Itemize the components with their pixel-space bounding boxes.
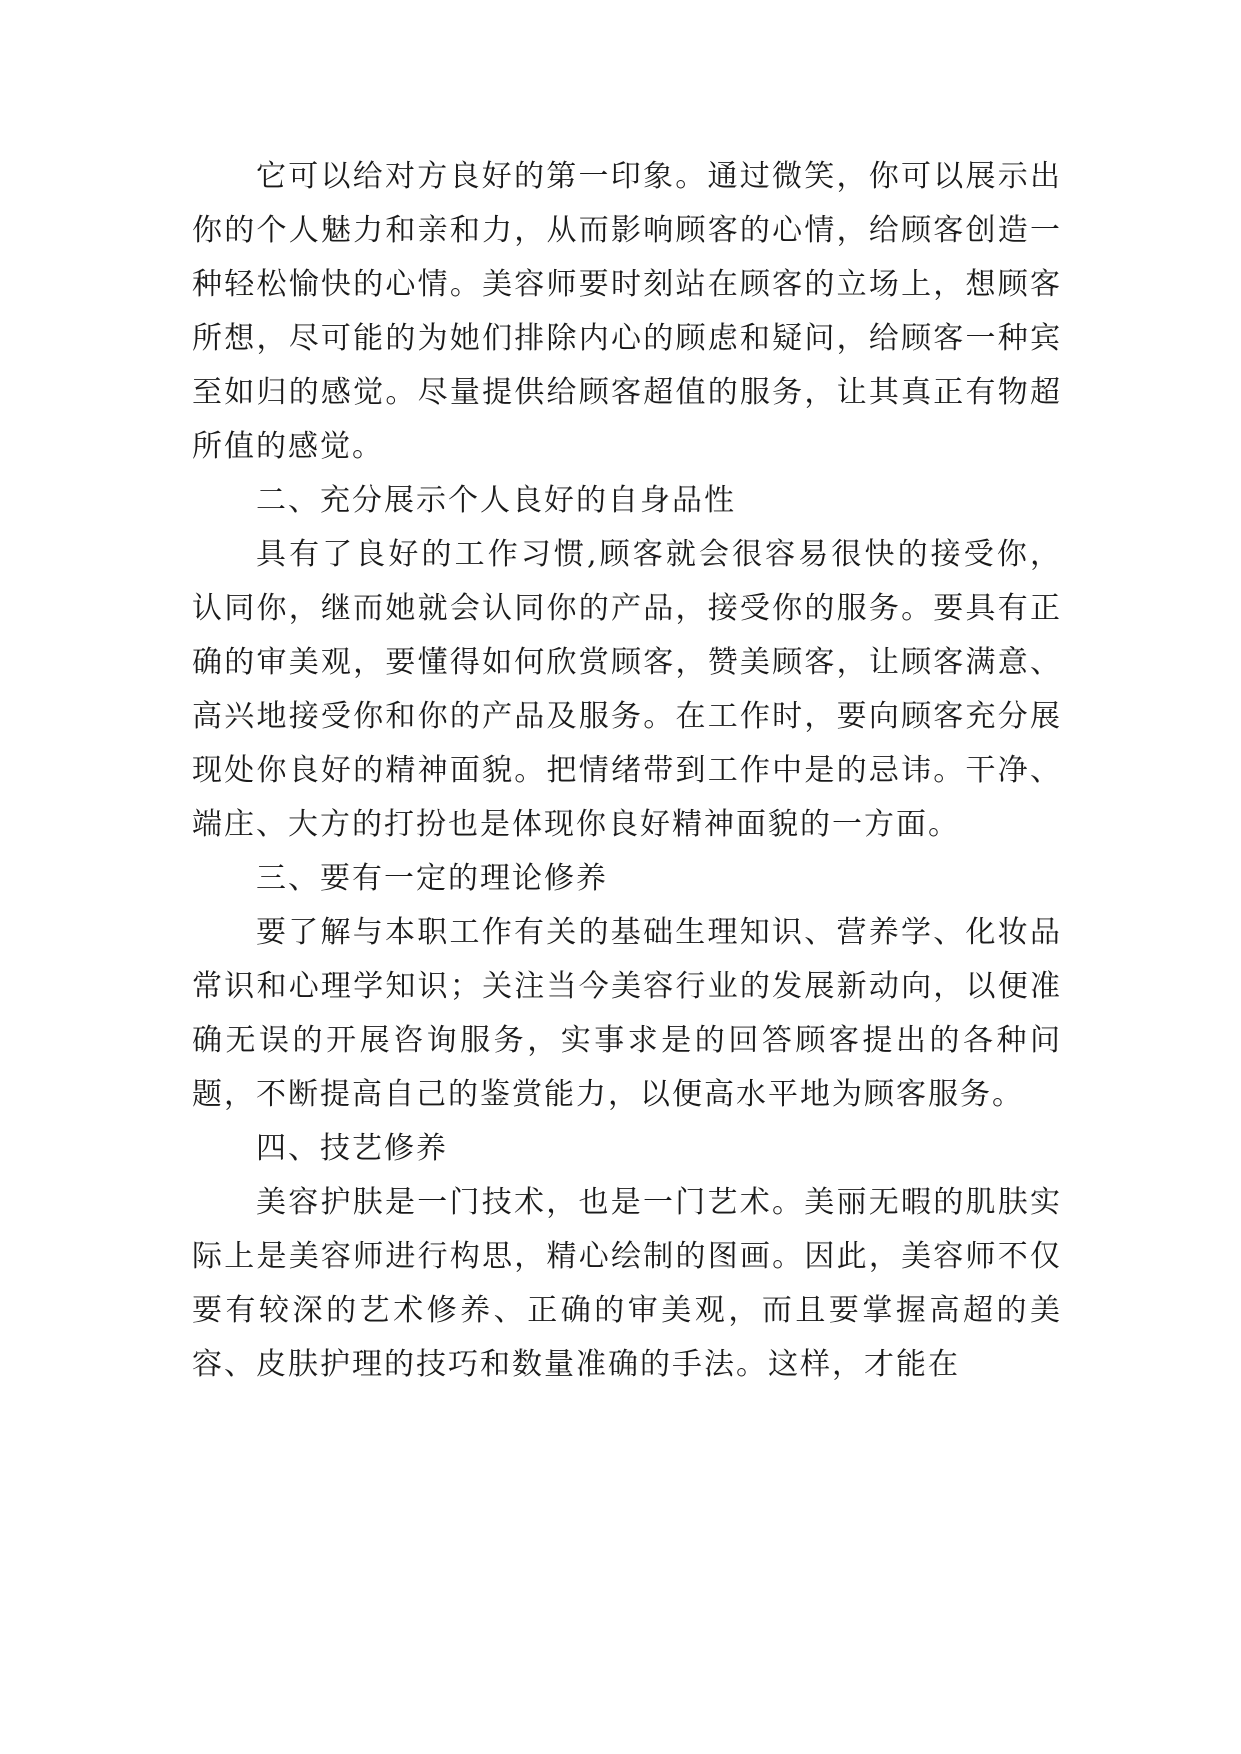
paragraph-3: 要了解与本职工作有关的基础生理知识、营养学、化妆品常识和心理学知识；关注当今美容行业的发展新动向，以便准确无误的开展咨询服务，实事求是的回答顾客提出的各种问题，不断提高自己的鉴赏能力，以便高水平地为顾客服务。 bbox=[192, 915, 1062, 1112]
document-body bbox=[192, 150, 1062, 1392]
paragraph-4: 美容护肤是一门技术，也是一门艺术。美丽无暇的肌肤实际上是美容师进行构思，精心绘制的图画。因此，美容师不仅要有较深的艺术修养、正确的审美观，而且要掌握高超的美容、皮肤护理的技巧和数量准确的手法。这样，才能在 bbox=[192, 1185, 1062, 1382]
section-heading-3: 三、要有一定的理论修养 bbox=[256, 861, 608, 896]
section-heading-2: 二、充分展示个人良好的自身品性 bbox=[256, 483, 736, 518]
paragraph-2: 具有了良好的工作习惯,顾客就会很容易很快的接受你，认同你，继而她就会认同你的产品，接受你的服务。要具有正确的审美观，要懂得如何欣赏顾客，赞美顾客，让顾客满意、高兴地接受你和你的产品及服务。在工作时，要向顾客充分展现处你良好的精神面貌。把情绪带到工作中是的忌讳。干净、端庄、大方的打扮也是体现你良好精神面貌的一方面。 bbox=[192, 537, 1062, 842]
section-heading-4: 四、技艺修养 bbox=[256, 1131, 448, 1166]
paragraph-1: 它可以给对方良好的第一印象。通过微笑，你可以展示出你的个人魅力和亲和力，从而影响顾客的心情，给顾客创造一种轻松愉快的心情。美容师要时刻站在顾客的立场上，想顾客所想，尽可能的为她们排除内心的顾虑和疑问，给顾客一种宾至如归的感觉。尽量提供给顾客超值的服务，让其真正有物超所值的感觉。 bbox=[192, 159, 1062, 464]
